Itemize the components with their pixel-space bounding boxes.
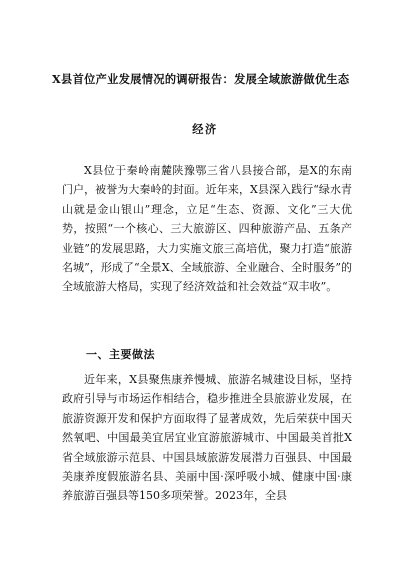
- section-heading: 一、主要做法: [86, 348, 155, 361]
- document-title-continuation: 经济: [192, 122, 218, 136]
- section-paragraph: 近年来，X县聚焦康养慢城、旅游名城建设目标，坚持政府引导与市场运作相结合，稳步推进全县旅游业发展，在旅游资源开发和保护方面取得了显著成效，先后荣获中国天然氧吧、中国最美宜居宜业宜游旅游城市、中国最美首批X省全域旅游示范县、中国县域旅游发展潜力百强县、中国最美康养度假旅游名县、美丽中国·深呼吸小城、健康中国·康养旅游百强县等150多项荣誉。2023年，全县: [62, 373, 352, 503]
- document-title: X县首位产业发展情况的调研报告：发展全域旅游做优生态: [52, 72, 350, 86]
- intro-paragraph: X县位于秦岭南麓陕豫鄂三省八县接合部，是X的东南门户，被誉为大秦岭的封面。近年来，X县深入践行“绿水青山就是金山银山”理念，立足“生态、资源、文化”三大优势，按照“一个核心、三大旅游区、四种旅游产品、五条产业链”的发展思路，大力实施文旅三高培优，聚力打造“旅游名城”，形成了“全景X、全域旅游、全业融合、全时服务”的全域旅游大格局，实现了经济效益和社会效益“双丰收”。: [62, 164, 352, 294]
